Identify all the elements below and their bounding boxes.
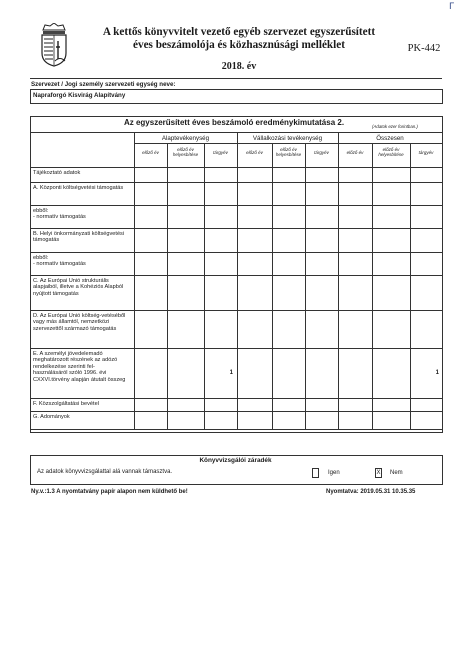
subcolumn-header: tárgyév [418, 150, 434, 155]
subcolumn-header: előző év [142, 150, 159, 155]
subcolumn-header: előző év [246, 150, 263, 155]
row-line [30, 398, 442, 399]
form-title-line2: éves beszámolója és közhasznúsági melléklet [133, 39, 345, 51]
row-label: G. Adományok [33, 414, 70, 420]
row-line [30, 252, 442, 253]
row-label: Tájékoztató adatok [33, 170, 81, 176]
row-label: F. Közszolgáltatási bevétel [33, 401, 99, 407]
row-label: D. Az Európai Unió költség-vetéséből vagy más államtól, nemzetközi szervezettől származó támogatás [33, 313, 126, 332]
header-divider [30, 78, 442, 79]
row-label: ebből: - normatív támogatás [33, 208, 86, 221]
row-line [30, 310, 442, 311]
form-title-line1: A kettős könyvvitelt vezető egyéb szervezet egyszerűsített [102, 26, 376, 38]
subcolumn-header: előző év [346, 150, 364, 155]
audit-statement: Az adatok könyvvizsgálattal alá vannak támasztva. [37, 469, 173, 475]
row-label: B. Helyi önkormányzati költségvetési támogatás [33, 231, 125, 244]
form-version-note: Ny.v.:1.3 A nyomtatvány papír alapon nem küldhető be! [31, 489, 188, 495]
group-header: Összesen [376, 135, 404, 142]
row-line [30, 429, 442, 430]
subcolumn-header: tárgyév [314, 150, 329, 155]
row-label: E. A személyi jövedelemadó meghatározott részének az adózó rendelkezése szerinti fel-használásáról szóló 1996. évi CXXVI.törvény alapján átutalt összeg [33, 351, 126, 383]
column-line [272, 143, 273, 429]
igen-checkbox[interactable] [312, 468, 319, 478]
coat-of-arms-icon [38, 23, 70, 67]
igen-label: Igen [328, 470, 340, 476]
value-cell: 1 [229, 370, 233, 376]
subcolumn-header: előző év helyesbítése [172, 147, 199, 157]
row-line [30, 205, 442, 206]
row-label: ebből: - normatív támogatás [33, 255, 86, 268]
column-line [410, 143, 411, 429]
header-top-line [30, 132, 442, 133]
column-line [134, 132, 135, 429]
row-label: C. Az Európai Unió strukturális alapjaiból, illetve a Kohéziós Alapból nyújtott támogatás [33, 278, 124, 297]
row-line [30, 167, 442, 168]
group-header: Alaptevékenység [161, 135, 210, 142]
subcolumn-header: tárgyév [213, 150, 228, 155]
print-timestamp: Nyomtatva: 2019.05.31 10.35.35 [326, 489, 416, 495]
form-code: PK-442 [407, 43, 441, 54]
column-line [204, 143, 205, 429]
column-line [338, 132, 339, 429]
audit-title: Könyvvizsgálói záradék [199, 457, 272, 464]
subcolumn-header: előző év helyesbítése [275, 147, 302, 157]
value-cell: 1 [435, 370, 439, 376]
column-line [237, 132, 238, 429]
nem-label: Nem [390, 470, 403, 476]
unit-note: (Adatok ezer forintban.) [372, 124, 418, 129]
group-line [134, 143, 442, 144]
subcolumn-header: előző év helyesbítése [378, 147, 404, 157]
column-line [167, 143, 168, 429]
organization-label: Szervezet / Jogi személy szervezeti egység neve: [31, 81, 176, 88]
column-line [372, 143, 373, 429]
row-line [30, 182, 442, 183]
column-line [305, 143, 306, 429]
row-line [30, 228, 442, 229]
corner-mark: Γ [449, 2, 455, 12]
row-line [30, 348, 442, 349]
nem-checkbox[interactable]: X [376, 470, 381, 476]
organization-name: Napraforgó Kisvirág Alapítvány [33, 92, 126, 99]
row-label: A. Központi költségvetési támogatás [33, 185, 124, 191]
group-header: Vállalkozási tevékenység [252, 135, 323, 142]
row-line [30, 275, 442, 276]
row-line [30, 411, 442, 412]
report-year: 2018. év [221, 61, 257, 72]
statement-title: Az egyszerűsített éves beszámoló eredménykimutatása 2. [123, 118, 345, 127]
